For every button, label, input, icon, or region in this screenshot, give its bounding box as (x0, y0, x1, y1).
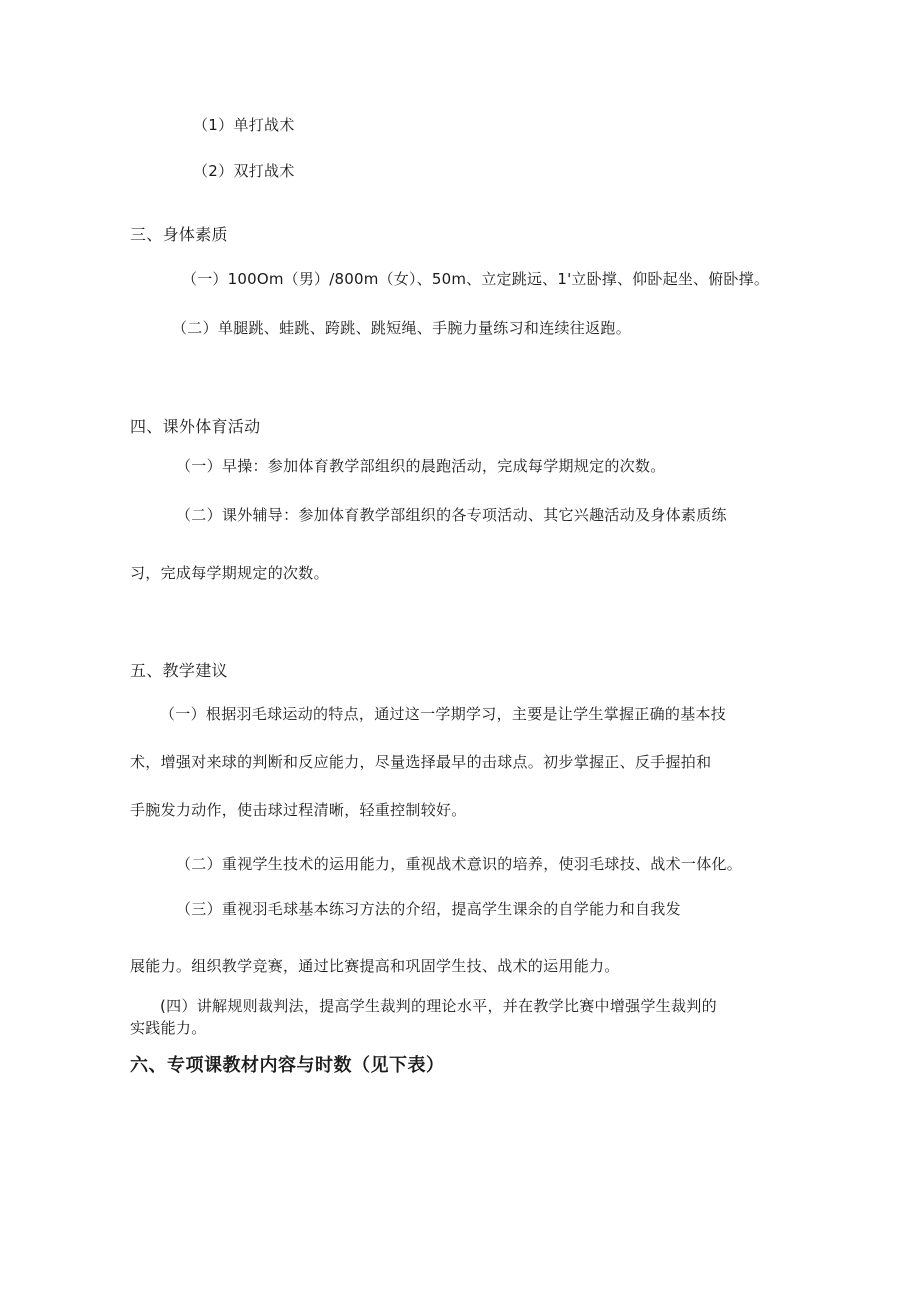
suggestion-paragraph-4-line-1: (四）讲解规则裁判法，提高学生裁判的理论水平，并在教学比赛中增强学生裁判的 (160, 997, 717, 1015)
extracurricular-paragraph-1: （一）早操：参加体育教学部组织的晨跑活动，完成每学期规定的次数。 (176, 457, 666, 475)
fitness-paragraph-2: （二）单腿跳、蛙跳、跨跳、跳短绳、手腕力量练习和连续往返跑。 (172, 319, 632, 337)
fitness-paragraph-1: （一）100Om（男）/800m（女）、50m、立定跳远、1'立卧撑、仰卧起坐、俯卧撑。 (182, 270, 770, 288)
suggestion-paragraph-1-line-1: （一）根据羽毛球运动的特点，通过这一学期学习，主要是让学生掌握正确的基本技 (160, 705, 727, 723)
section-heading-extracurricular: 四、课外体育活动 (130, 417, 261, 436)
suggestion-paragraph-3-line-1: （三）重视羽毛球基本练习方法的介绍，提高学生课余的自学能力和自我发 (176, 900, 681, 918)
suggestion-paragraph-1-line-2: 术，增强对来球的判断和反应能力，尽量选择最早的击球点。初步掌握正、反手握拍和 (130, 753, 712, 771)
suggestion-paragraph-4-line-2: 实践能力。 (130, 1019, 207, 1037)
suggestion-paragraph-3-line-2: 展能力。组织教学竞赛，通过比赛提高和巩固学生技、战术的运用能力。 (130, 957, 620, 975)
section-heading-physical-fitness: 三、身体素质 (130, 225, 228, 244)
suggestion-paragraph-2: （二）重视学生技术的运用能力，重视战术意识的培养，使羽毛球技、战术一体化。 (176, 855, 743, 873)
section-heading-course-content: 六、专项课教材内容与时数（见下表） (130, 1055, 445, 1076)
tactic-item-doubles: （2）双打战术 (193, 162, 295, 180)
suggestion-paragraph-1-line-3: 手腕发力动作，使击球过程清晰，轻重控制较好。 (130, 801, 467, 819)
extracurricular-paragraph-2-line-2: 习，完成每学期规定的次数。 (130, 564, 329, 582)
tactic-item-singles: （1）单打战术 (193, 116, 295, 134)
section-heading-teaching-suggestions: 五、教学建议 (130, 661, 228, 680)
extracurricular-paragraph-2-line-1: （二）课外辅导：参加体育教学部组织的各专项活动、其它兴趣活动及身体素质练 (176, 506, 727, 524)
